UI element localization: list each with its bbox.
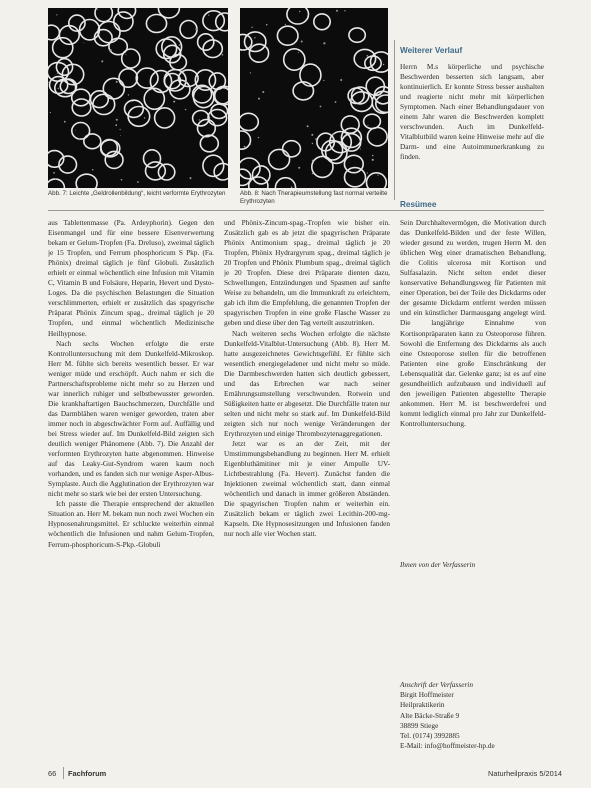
erythrocyte-ring [125, 100, 144, 117]
particle-dot [383, 64, 384, 65]
erythrocyte-ring [211, 104, 228, 118]
particle-dot [312, 160, 314, 162]
particle-dot [340, 79, 342, 81]
figure-darkfield-image-2 [240, 8, 388, 188]
erythrocyte-ring [144, 88, 164, 109]
particle-dot [315, 138, 317, 140]
particle-dot [125, 54, 126, 55]
particle-dot [332, 133, 334, 135]
particle-dot [323, 42, 325, 44]
paragraph: Nach weiteren sechs Wochen erfolgte die nächste Dunkelfeld-Vitalblut-Untersuchung (Abb. 8). Herr M. hatte ausgezeichnetes Gewichtsgefühl. Er fühlte sich wesentlich energiegeladener und nicht mehr so müde. Die Darmbeschwerden hatten sich deutlich gebessert, und das Erbrechen war nach seiner Ernährungsumstellung verschwunden. Rotwein und Süßigkeiten hatte er abgesetzt. Die Durchfälle traten nur selten und nicht mehr so stark auf. Im Dunkelfeld-Bild zeigten sich nur noch wenige Veränderungen der Erythrozyten und einige Thrombozytenaggregationen. [224, 328, 390, 438]
erythrocyte-ring [203, 40, 222, 58]
text-column-2 [224, 218, 390, 763]
particle-dot [307, 125, 309, 127]
erythrocyte-ring [312, 156, 333, 177]
erythrocyte-ring [275, 178, 295, 188]
erythrocyte-ring [180, 21, 197, 39]
erythrocyte-ring [95, 8, 112, 22]
erythrocyte-ring [136, 68, 158, 88]
particle-dot [92, 169, 94, 171]
particle-dot [298, 52, 299, 53]
particle-dot [195, 28, 197, 30]
paragraph: Nach sechs Wochen erfolgte die erste Kontrolluntersuchung mit dem Dunkelfeld-Mikroskop. Herr M. fühlte sich bereits wesentlich besser. Er war weniger müde und erschöpft. Auch nahm er sich die Partnerschaftsprobleme nicht mehr so zu Herzen und war innerlich ruhiger und selbstbewusster geworden. Die krankhaftartigen Bauchschmerzen, Durchfälle und das Darmblähen waren weniger geworden, traten aber immer noch in abgeschwächter Form auf. Auffällig und bei Stress wieder auf. Im Dunkelfeld-Bild zeigten sich deutlich weniger Phänomene (Abb. 7). Die Anzahl der verformten Erythrozyten hatte abgenommen. Hinweise auf das Leaky-Gut-Syndrom waren kaum noch vorhanden, und es fanden sich nur wenige Asper-Albus-Symplaste. Auch die Agglutination der Erythrozyten war nicht mehr so stark wie bei der ersten Untersuchung. [48, 338, 214, 499]
particle-dot [110, 49, 112, 51]
erythrocyte-ring [277, 26, 298, 45]
particle-dot [79, 139, 81, 141]
particle-dot [360, 149, 361, 150]
erythrocyte-ring [72, 123, 90, 140]
particle-dot [251, 27, 252, 28]
particle-dot [55, 178, 56, 179]
erythrocyte-ring [193, 111, 209, 126]
erythrocyte-ring [76, 174, 97, 188]
particle-dot [221, 43, 222, 44]
particle-dot [116, 81, 118, 83]
section-separator [48, 210, 544, 211]
footer-section: Fachforum [68, 769, 107, 778]
page-number: 66 [48, 769, 57, 778]
particle-dot [98, 19, 99, 20]
paragraph: Herrn M.s körperliche und psychische Beschwerden besserten sich langsam, aber kontinuierlich. Er konnte Stress besser aushalten und reagierte nicht mehr mit körperlichen Symptomen. Nach einer Behandlungsdauer von einem Jahr waren die Beschwerden komplett verschwunden. Auch im Dunkelfeld-Vitalblutbild waren keine Hinweise mehr auf die Darm- und eine Autoimmunerkrankung zu finden. [400, 62, 544, 162]
erythrocyte-ring [300, 64, 321, 86]
paragraph: Jetzt war es an der Zeit, mit der Umstimmungsbehandlung zu beginnen. Herr M. erhielt Eigenbluthämitiner mit je einer Ampulle UV-Lichtbestrahlung (Fa. Hevert). Zunächst fanden die Injektionen zweimal wöchentlich statt, dann einmal wöchentlich und danach in immer größeren Abständen. Die spagyrischen Tropfen nahm er weiterhin ein. Zusätzlich bekam er täglich zwei Lecithin-200-mg-Kapseln. Die Hypnosesitzungen und Infusionen fanden nur noch alle vier Wochen statt. [224, 439, 390, 539]
address-line: 38899 Stiege [400, 720, 439, 730]
particle-dot [208, 15, 209, 16]
particle-dot [144, 117, 145, 118]
erythrocyte-ring [165, 74, 181, 89]
erythrocyte-ring [56, 59, 72, 76]
erythrocyte-ring [341, 116, 359, 133]
erythrocyte-ring [122, 49, 140, 68]
erythrocyte-ring [367, 173, 387, 188]
erythrocyte-ring [293, 82, 313, 100]
particle-dot [137, 181, 139, 183]
particle-dot [53, 24, 54, 25]
particle-dot [190, 177, 192, 179]
particle-dot [372, 155, 374, 157]
particle-dot [312, 143, 313, 144]
text-column-3 [400, 218, 546, 548]
particle-dot [75, 130, 76, 131]
erythrocyte-ring [93, 94, 115, 114]
particle-dot [291, 186, 293, 188]
footer-divider [63, 767, 64, 779]
particle-dot [185, 81, 186, 82]
particle-dot [56, 14, 57, 15]
particle-dot [254, 37, 255, 38]
particle-dot [116, 119, 118, 121]
erythrocyte-ring [284, 49, 305, 70]
erythrocyte-ring [114, 12, 133, 31]
particle-dot [344, 10, 345, 11]
erythrocyte-ring [59, 26, 79, 45]
erythrocyte-ring [72, 99, 91, 116]
erythrocyte-ring [155, 108, 175, 128]
column-divider [394, 40, 395, 200]
particle-dot [64, 121, 66, 123]
address-line: Tel. (0174) 3992885 [400, 731, 460, 741]
section-heading-weiterer-verlauf: Weiterer Verlauf [400, 46, 463, 55]
signoff: Ihnen von der Verfasserin [400, 560, 476, 569]
erythrocyte-ring [349, 28, 365, 42]
particle-dot [120, 135, 121, 136]
address-line: Heilpraktikerin [400, 700, 445, 710]
erythrocyte-ring [364, 114, 381, 128]
particle-dot [312, 173, 314, 175]
particle-dot [250, 144, 251, 145]
particle-dot [320, 106, 322, 108]
particle-dot [128, 94, 129, 95]
erythrocyte-ring [344, 155, 363, 172]
particle-dot [199, 119, 200, 120]
particle-dot [173, 101, 175, 103]
particle-dot [222, 54, 224, 56]
particle-dot [115, 124, 117, 126]
particle-dot [258, 98, 260, 100]
erythrocyte-ring [84, 134, 101, 149]
figure-2-caption: Abb. 8: Nach Therapieumstellung fast normal verteilte Erythrozyten [240, 190, 388, 205]
erythrocyte-ring [53, 38, 73, 58]
particle-dot [172, 82, 173, 83]
footer-journal: Naturheilpraxis 5/2014 [488, 769, 562, 778]
particle-dot [97, 9, 98, 10]
particle-dot [367, 172, 368, 173]
erythrocyte-ring [48, 25, 59, 40]
particle-dot [179, 44, 181, 46]
text-column-1 [48, 218, 214, 763]
figure-1-caption: Abb. 7: Leichte „Geldrollenbildung“, leicht verformte Erythrozyten [48, 190, 226, 197]
particle-dot [360, 136, 361, 137]
erythrocyte-ring [348, 88, 364, 103]
erythrocyte-ring [283, 141, 301, 157]
particle-dot [301, 41, 303, 43]
erythrocyte-ring [198, 120, 216, 137]
particle-dot [368, 125, 369, 126]
particle-dot [323, 80, 324, 81]
address-heading: Anschrift der Verfasserin [400, 680, 473, 689]
address-line: E-Mail: info@hoffmeister-hp.de [400, 741, 495, 751]
particle-dot [299, 11, 300, 12]
erythrocyte-ring [269, 149, 290, 169]
particle-dot [57, 73, 58, 74]
erythrocyte-ring [371, 52, 389, 72]
particle-dot [58, 88, 59, 89]
paragraph: aus Tablettenmasse (Pa. Ardeyphorin). Gegen den Eisenmangel und für eine bessere Eisenverwertung bekam er Gelum-Tropfen (Fa. Dreluso), zweimal täglich je 15 Tropfen, und Ferrum phosphoricum S Pkp. (Fa. Phönix) dreimal täglich je fünf Globuli. Zusätzlich erhielt er einmal wöchentlich eine Infusion mit Vitamin C, Vitamin B und Folsäure, Heparin, Hevert und Dysto-Loges. Da die psychischen Belastungen die Situation verschlimmerten, erhielt er zusätzlich das spagyrische Präparat Phönix Zincum spag., dreimal täglich je 20 Tropfen, und einmal wöchentlich Medizinische Heilhypnose. [48, 218, 214, 338]
weiterer-verlauf-text [400, 62, 544, 162]
particle-dot [311, 134, 313, 136]
author-address [400, 680, 546, 751]
erythrocyte-ring [240, 169, 251, 185]
particle-dot [372, 159, 374, 161]
paragraph: Sein Durchhaltevermögen, die Motivation durch das Dunkelfeld-Bilden und der feste Willen, wieder gesund zu werden, trugen Herrn M. den üblichen Weg einer dramatischen Behandlung, die Colitis ulcerosa mit Kortison und Sulfasalazin. Nicht selten endet dieser konservative Behandlungsweg für Patienten mit einer Operation, bei der Teile des Dickdarms oder der gesamte Dickdarm entfernt werden müssen und ein künstlicher Darmausgang angelegt wird. Die langjährige Einnahme von Kortisonpräparaten kann zu Osteoporose führen. Sowohl die Entfernung des Dickdarms als auch eine Osteoporose stellen für die betroffenen Patienten eine große Einschränkung der Lebensqualität dar. Gelenke ganz; ist es auf eine gesundheitlich aufzubauen und individuell auf den jeweiligen Patienten abgestellte Therapie ankommen. Herr M. ist beschwerdefrei und kommt lediglich einmal pro Jahr zur Dunkelfeld-Kontrolluntersuchung. [400, 218, 546, 428]
particle-dot [335, 101, 337, 103]
erythrocyte-ring [103, 78, 124, 99]
erythrocyte-ring [48, 179, 64, 188]
particle-dot [285, 24, 286, 25]
particle-dot [250, 72, 251, 73]
erythrocyte-ring [203, 155, 224, 176]
particle-dot [48, 82, 49, 83]
erythrocyte-ring [249, 44, 268, 62]
paragraph: Ich passte die Therapie entsprechend der aktuellen Situation an. Herr M. bekam nun noch zwei Wochen ein Hypnosenahrungsmittel. Er schluckte weiterhin einmal wöchentlich die Infusionen und nahm Gelum-Tropfen, Ferrum-phosphoricum-S-Pkp.-Globuli [48, 499, 214, 549]
particle-dot [101, 60, 103, 62]
particle-dot [377, 175, 378, 176]
erythrocyte-ring [200, 135, 218, 152]
particle-dot [53, 172, 55, 174]
particle-dot [120, 129, 121, 130]
particle-dot [258, 137, 259, 138]
erythrocyte-ring [240, 113, 258, 130]
particle-dot [132, 101, 133, 102]
particle-dot [50, 112, 51, 113]
erythrocyte-ring [287, 8, 309, 24]
figure-darkfield-image-1 [48, 8, 228, 188]
particle-dot [367, 55, 369, 57]
erythrocyte-ring [144, 150, 161, 168]
paragraph: und Phönix-Zincum-spag.-Tropfen wie bisher ein. Zusätzlich gab es ab jetzt die spagyrischen Präparate Phönix Antimonium spag., dreimal täglich je 20 Tropfen, Phönix Hydrargyrum spag., dreimal täglich je 20 Tropfen und Phönix Plumbum spag., dreimal täglich je 20 Tropfen. Diese drei Präparate dienten dazu, Schwellungen, Entzündungen und Spasmen auf sanfte Weise zu behandeln, um die Immunkraft zu erleichtern, gab ich ihm die Empfehlung, die genannten Tropfen der spagyrischen Tropfen in eine große Flasche Wasser zu geben und diese über den Tag verteilt auszutrinken. [224, 218, 390, 328]
particle-dot [266, 24, 268, 26]
erythrocyte-ring [253, 166, 270, 184]
erythrocyte-ring [368, 128, 388, 146]
address-line: Alte Bäcke-Straße 9 [400, 710, 460, 720]
erythrocyte-ring [91, 91, 109, 108]
particle-dot [294, 43, 295, 44]
particle-dot [83, 43, 84, 44]
particle-dot [386, 142, 387, 143]
erythrocyte-ring [158, 164, 174, 180]
erythrocyte-ring [119, 69, 137, 87]
particle-dot [121, 179, 123, 181]
particle-dot [244, 146, 246, 148]
address-line: Birgit Hoffmeister [400, 690, 454, 700]
erythrocyte-ring [314, 14, 330, 30]
particle-dot [336, 10, 338, 12]
particle-dot [185, 109, 186, 110]
particle-dot [262, 91, 264, 93]
section-heading-resuemee: Resümee [400, 200, 437, 209]
particle-dot [224, 88, 225, 89]
particle-dot [298, 167, 300, 169]
